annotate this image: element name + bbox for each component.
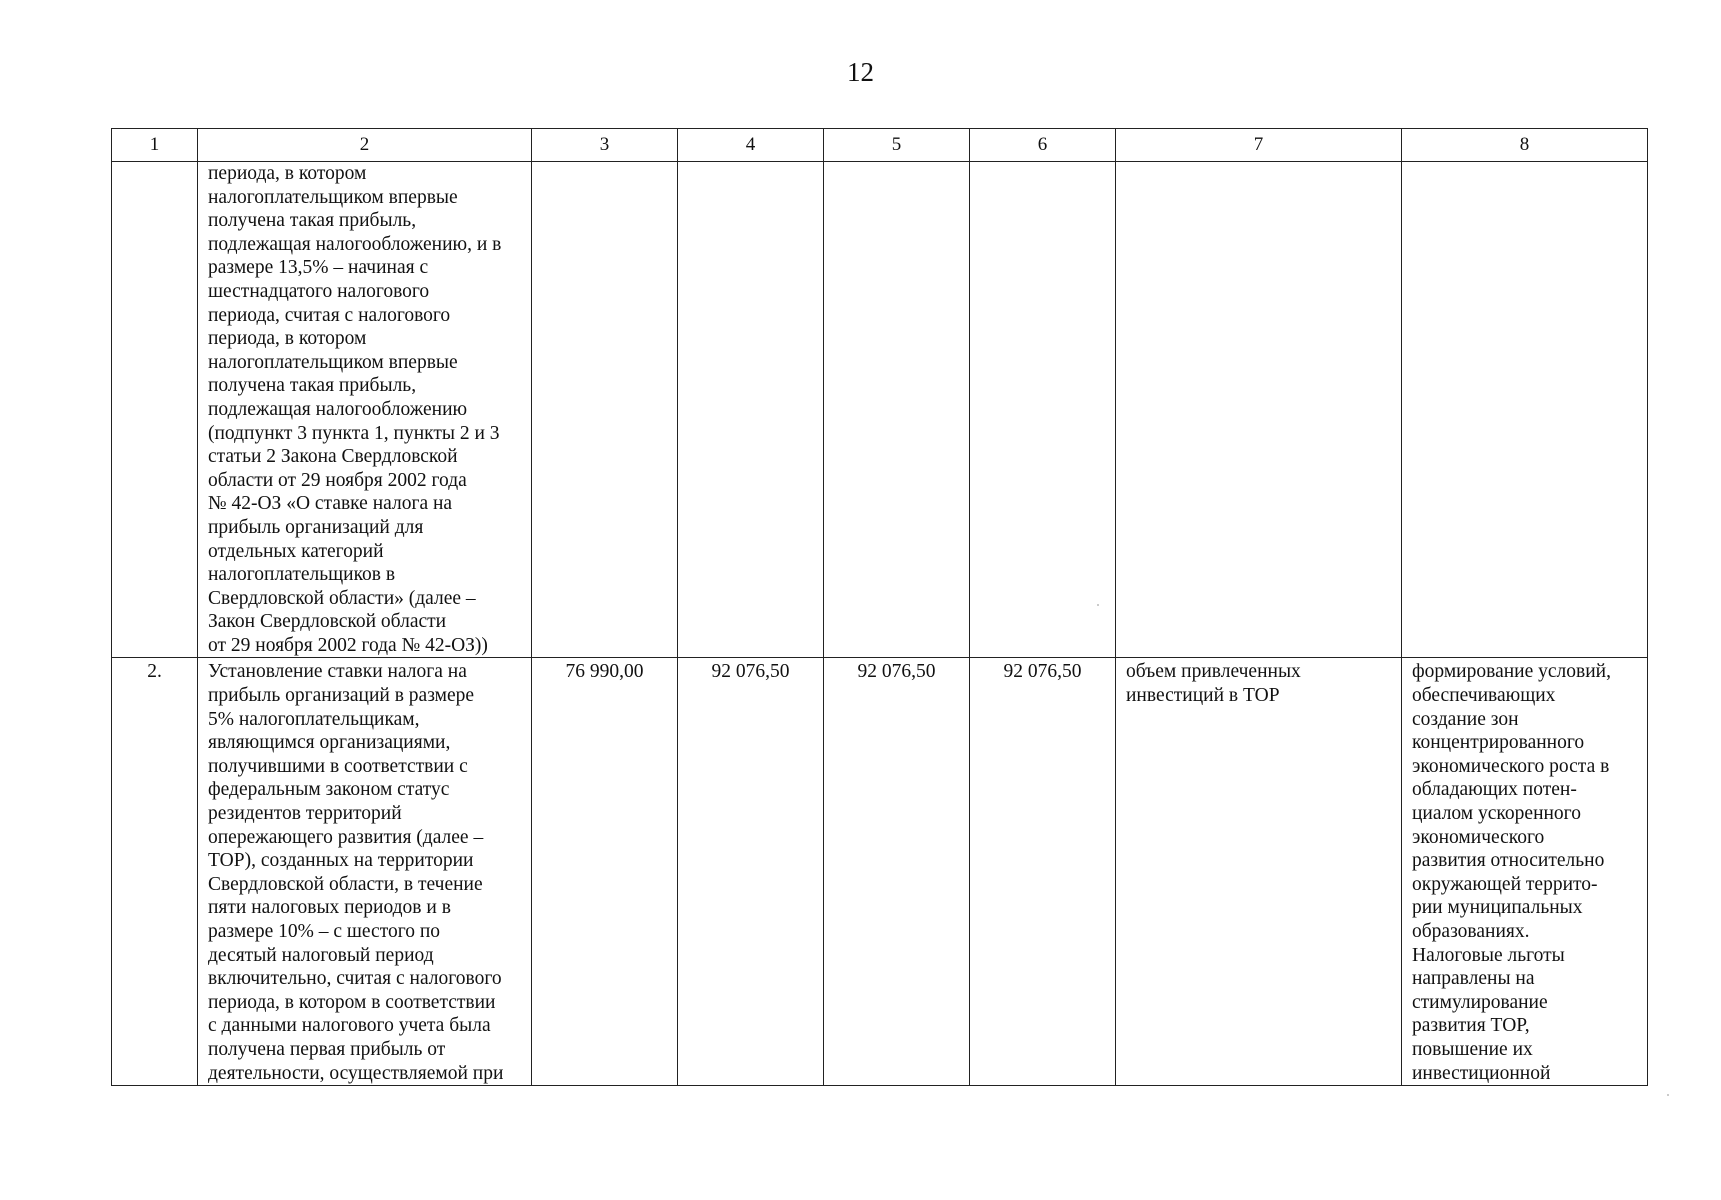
table-row — [112, 658, 1648, 1086]
description-cell — [198, 658, 532, 1086]
header-col-1: 1 — [112, 129, 198, 162]
value-col-4: 92 076,50 — [678, 658, 824, 1086]
table-row — [112, 162, 1648, 658]
page-number: 12 — [847, 57, 874, 87]
goal-cell — [1402, 658, 1648, 1086]
row-number: 2. — [112, 658, 198, 1086]
tax-benefits-table — [111, 128, 1648, 1086]
value-col-4 — [678, 162, 824, 658]
indicator-cell — [1116, 162, 1402, 658]
scan-speck — [1097, 604, 1099, 606]
row-number — [112, 162, 198, 658]
header-col-6: 6 — [970, 129, 1116, 162]
value-col-6 — [970, 162, 1116, 658]
value-col-5 — [824, 162, 970, 658]
goal-cell — [1402, 162, 1648, 658]
value-col-5: 92 076,50 — [824, 658, 970, 1086]
table-header-row — [112, 129, 1648, 162]
header-col-3: 3 — [532, 129, 678, 162]
goal-text: формирование условий, обеспечивающих создание зон концентрированного экономического роста в обладающих потен- циалом ускоренного экономического развития относительно окружающей террито- рии муниципальных образованиях. Налоговые льготы направлены на стимулирование развития ТОР, повышение их инвестиционной — [1412, 661, 1611, 1084]
value-col-3 — [532, 162, 678, 658]
header-col-7: 7 — [1116, 129, 1402, 162]
header-col-4: 4 — [678, 129, 824, 162]
value-col-3: 76 990,00 — [532, 658, 678, 1086]
description-text: Установление ставки налога на прибыль организаций в размере 5% налогоплательщикам, являющимся организациями, получившими в соответствии с федеральным законом статус резидентов территорий опережающего развития (далее – ТОР), созданных на территории Свердловской области, в течение пяти налоговых периодов и в размере 10% – с шестого по десятый налоговый период включительно, считая с налогового периода, в котором в соответствии с данными налогового учета была получена первая прибыль от деятельности, осуществляемой при — [208, 661, 504, 1084]
indicator-cell — [1116, 658, 1402, 1086]
value-col-6: 92 076,50 — [970, 658, 1116, 1086]
header-col-2: 2 — [198, 129, 532, 162]
indicator-text: объем привлеченных инвестиций в ТОР — [1126, 661, 1301, 707]
header-col-8: 8 — [1402, 129, 1648, 162]
scan-speck — [1667, 1094, 1669, 1096]
header-col-5: 5 — [824, 129, 970, 162]
description-text: периода, в котором налогоплательщиком впервые получена такая прибыль, подлежащая налогообложению, и в размере 13,5% – начиная с шестнадцатого налогового периода, считая с налогового периода, в котором налогоплательщиком впервые получена такая прибыль, подлежащая налогообложению (подпункт 3 пункта 1, пункты 2 и 3 статьи 2 Закона Свердловской области от 29 ноября 2002 года № 42-ОЗ «О ставке налога на прибыль организаций для отдельных категорий налогоплательщиков в Свердловской области» (далее – Закон Свердловской области от 29 ноября 2002 года № 42-ОЗ)) — [208, 163, 502, 656]
description-cell — [198, 162, 532, 658]
